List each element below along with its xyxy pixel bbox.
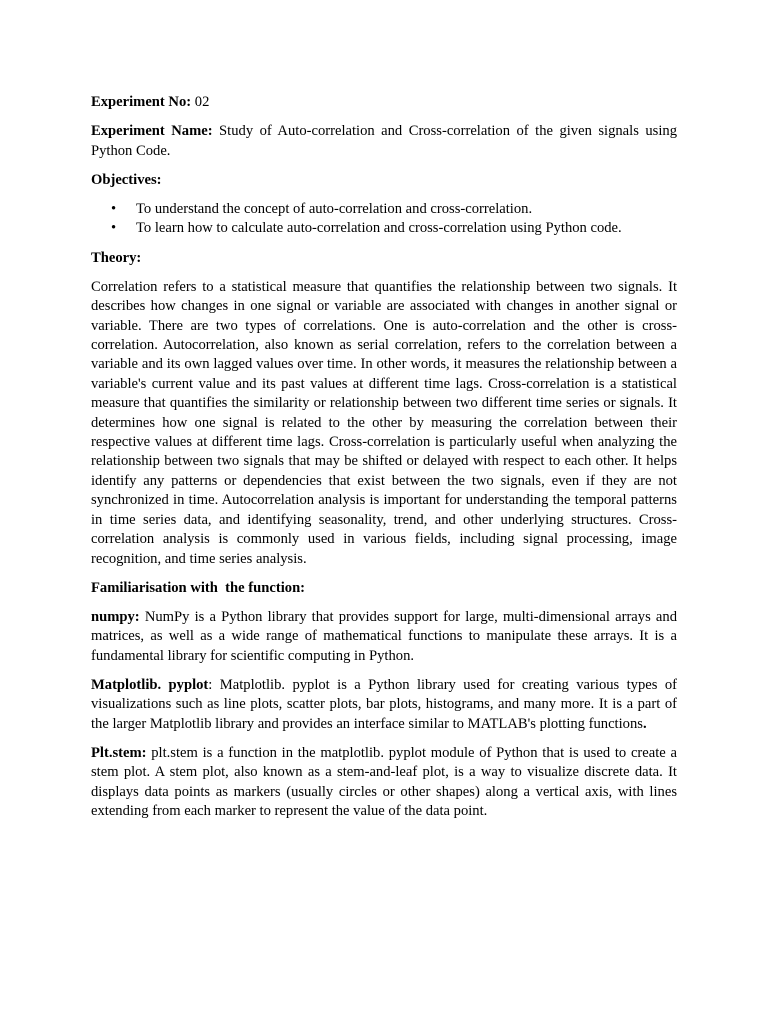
objectives-list [91, 200, 677, 239]
numpy-term: numpy: [91, 608, 140, 625]
experiment-number-value: 02 [191, 94, 210, 110]
familiarisation-heading: Familiarisation with the function: [91, 579, 306, 596]
document-page [91, 93, 677, 831]
experiment-name-value: Study of Auto-correlation and Cross-correlation of the given signals using Python Code. [91, 123, 677, 159]
theory-paragraph: Correlation refers to a statistical measure that quantifies the relationship between two signals. It describes how changes in one signal or variable are associated with changes in another signal or variable. There are two types of correlations. One is auto-correlation and the other is cross-correlation. Autocorrelation, also known as serial correlation, refers to the correlation between a variable and its own lagged values over time. In other words, it measures the relationship between a variable's current value and its past values at different time lags. Cross-correlation is a statistical measure that quantifies the similarity or relationship between two different time series or signals. It determines how one signal is related to the other by measuring the correlation between their respective values at different time lags. Cross-correlation is particularly useful when analyzing the relationship between two signals that may be shifted or delayed with respect to each other. It helps identify any patterns or dependencies that exist between the two signals, even if they are not synchronized in time. Autocorrelation analysis is important for understanding the temporal patterns in time series data, and identifying seasonality, trend, and other underlying structures. Cross-correlation analysis is commonly used in various fields, including signal processing, image recognition, and time series analysis. [91, 278, 677, 567]
numpy-paragraph [91, 608, 677, 666]
stem-paragraph [91, 744, 677, 822]
experiment-name [91, 122, 677, 161]
pyplot-period: . [642, 715, 647, 732]
pyplot-term: Matplotlib. pyplot [91, 676, 209, 693]
pyplot-paragraph [91, 676, 677, 734]
bullet-icon: • [111, 220, 117, 237]
bullet-icon: • [111, 201, 117, 218]
pyplot-description: : Matplotlib. pyplot is a Python library used for creating various types of visualizations such as line plots, scatter plots, bar plots, histograms, and many more. It is a part of the larger Matplotlib library and provides an interface similar to MATLAB's plotting functions [91, 676, 677, 732]
objective-item [91, 219, 677, 238]
objective-item [91, 200, 677, 219]
stem-term: Plt.stem: [91, 744, 147, 761]
experiment-number [91, 93, 677, 112]
experiment-name-label: Experiment Name: [91, 123, 213, 140]
objective-text: To understand the concept of auto-correlation and cross-correlation. [136, 201, 533, 218]
objectives-heading: Objectives: [91, 171, 162, 188]
theory-heading: Theory: [91, 249, 142, 266]
numpy-description: NumPy is a Python library that provides support for large, multi-dimensional arrays and matrices, as well as a wide range of mathematical functions to manipulate these arrays. It is a fundamental library for scientific computing in Python. [91, 608, 677, 664]
stem-description: plt.stem is a function in the matplotlib. pyplot module of Python that is used to create a stem plot. A stem plot, also known as a stem-and-leaf plot, is a way to visualize discrete data. It displays data points as markers (usually circles or other shapes) along a vertical axis, with lines extending from each marker to represent the value of the data point. [91, 744, 677, 820]
objective-text: To learn how to calculate auto-correlation and cross-correlation using Python code. [136, 220, 622, 237]
experiment-number-label: Experiment No: [91, 94, 192, 110]
